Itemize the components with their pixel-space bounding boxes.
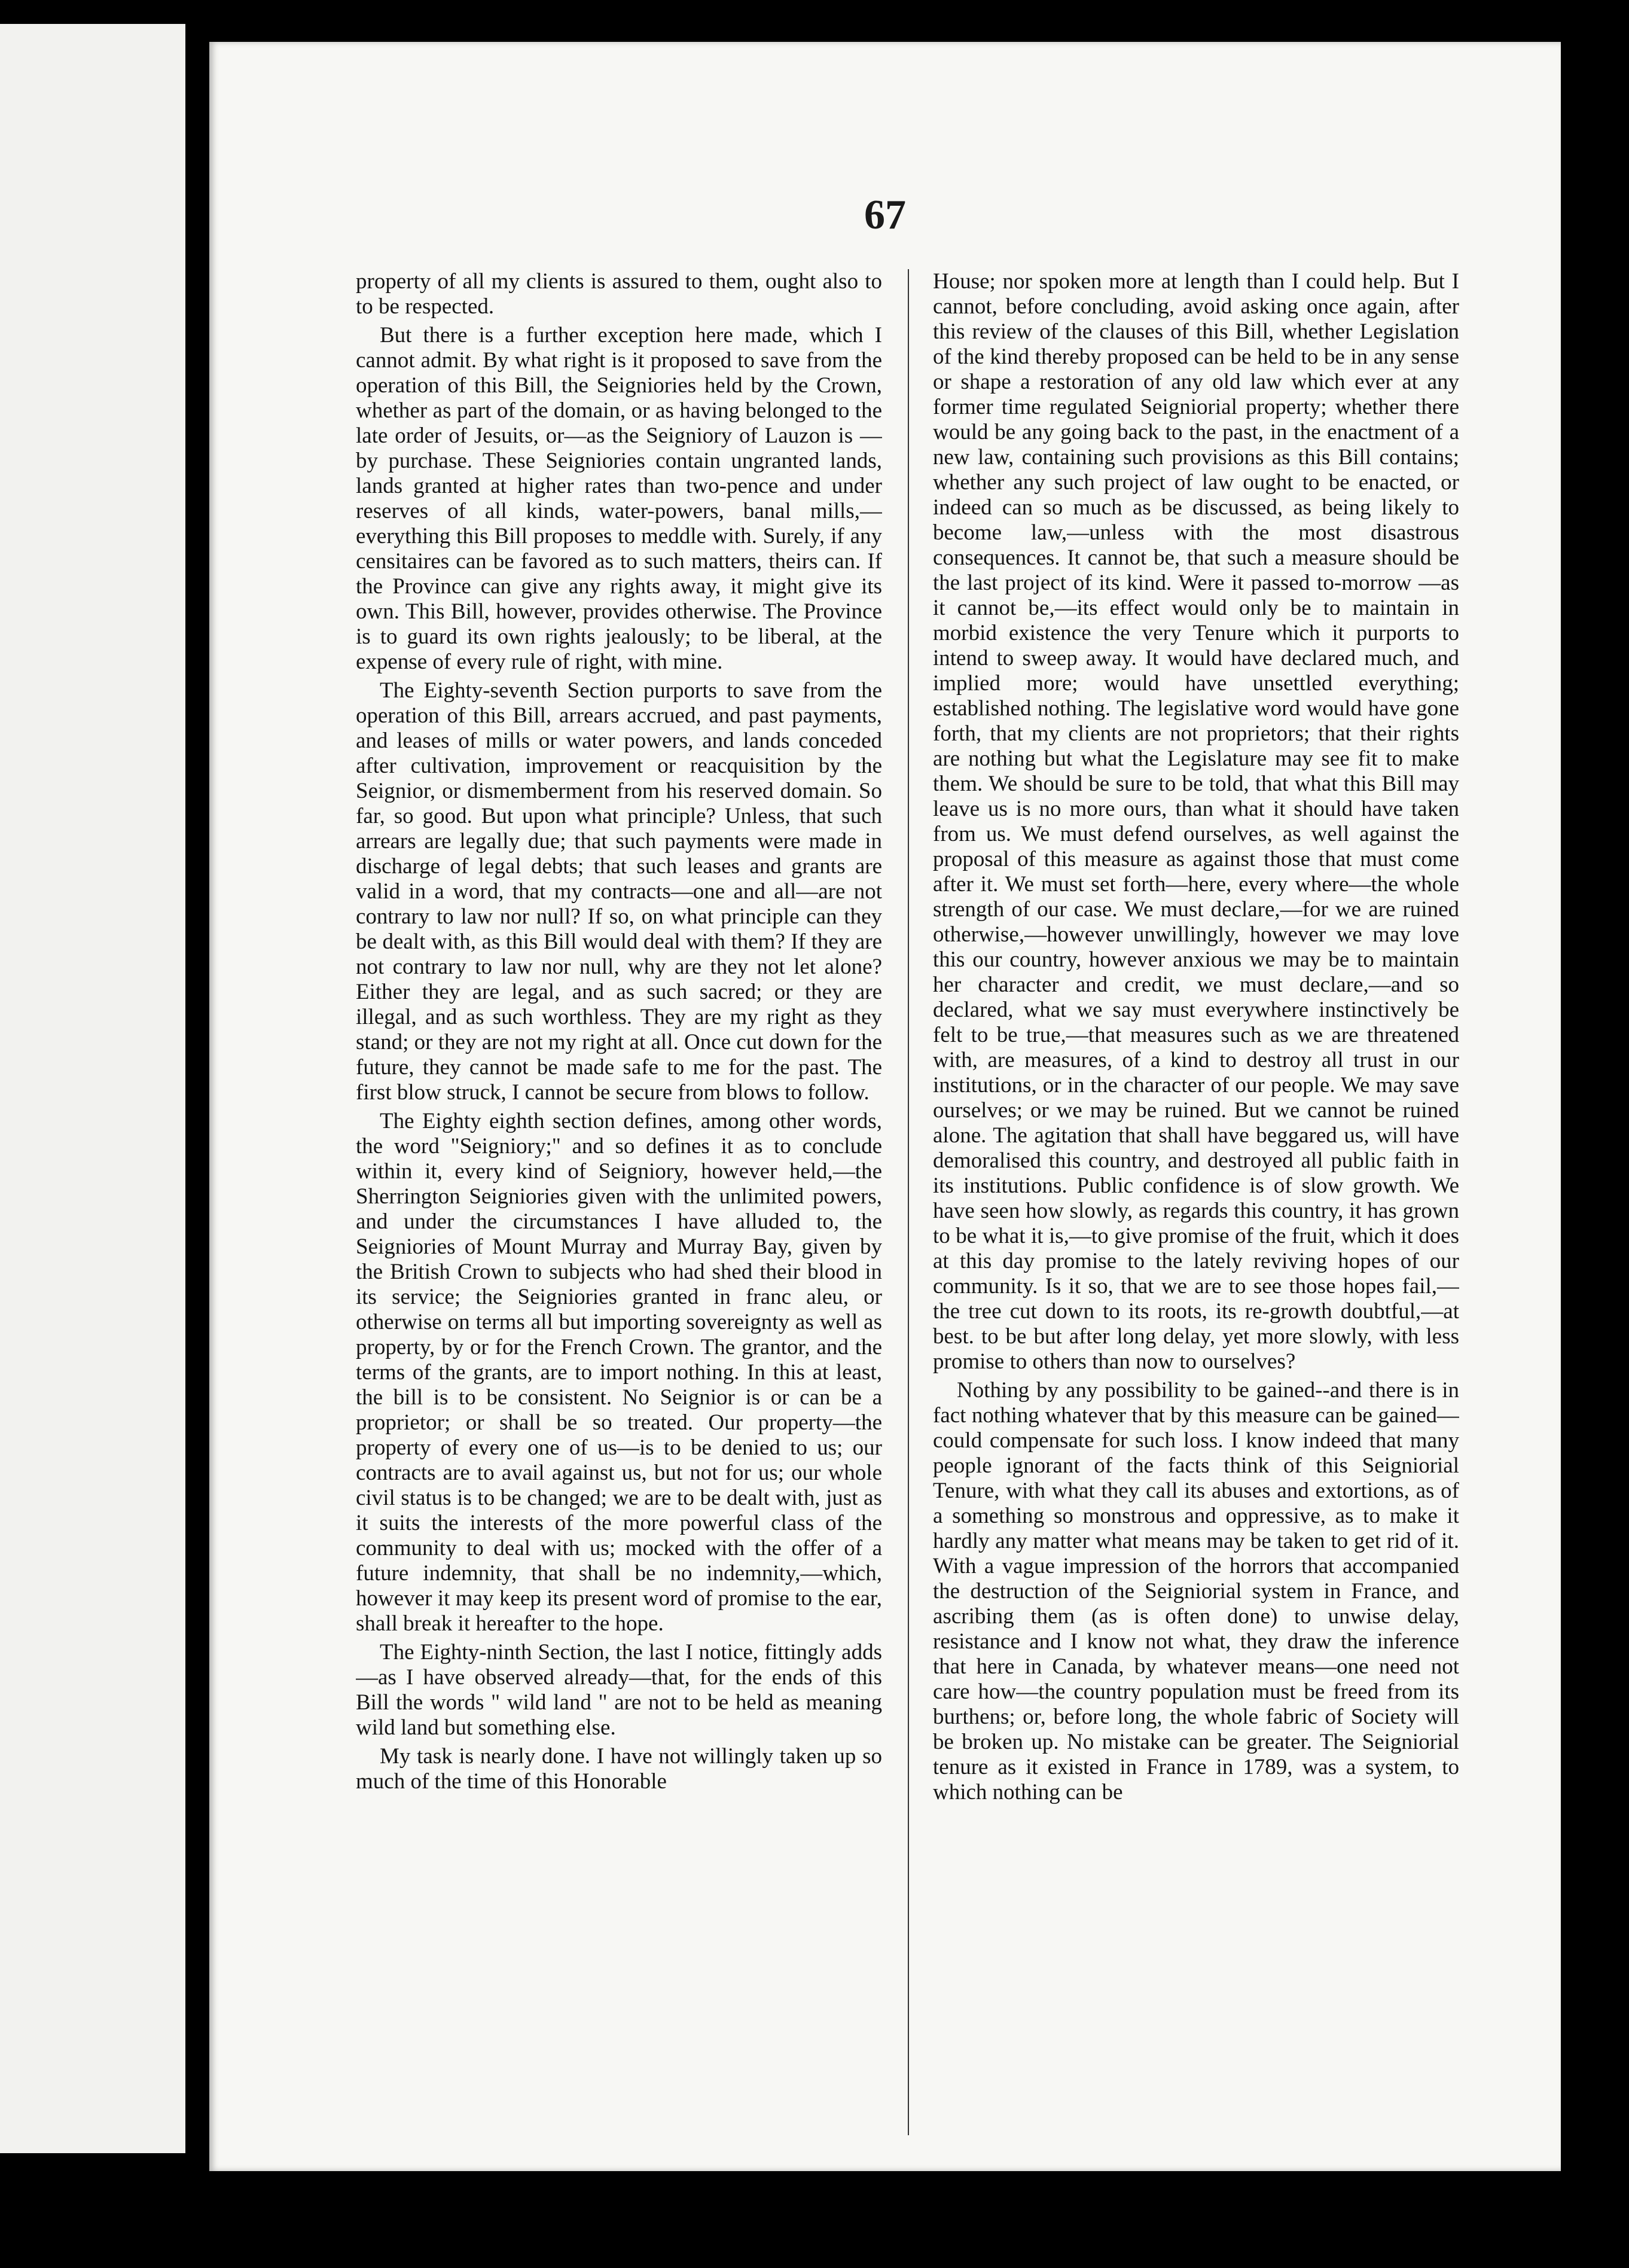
page-number: 67	[864, 192, 906, 238]
paragraph: Nothing by any possibility to be gained--and there is in fact nothing whatever that by this measure can be gained—could compensate for such loss. I know indeed that many people ignorant of the facts think of this Seigniorial Tenure, with what they call its abuses and extortions, as of a something so monstrous and oppressive, as to make it hardly any matter what means may be taken to get rid of it. With a vague impression of the horrors that accompanied the destruction of the Seigniorial system in France, and ascribing them (as is often done) to unwise delay, resistance and I know not what, they draw the inference that here in Canada, by whatever means—one need not care how—the country population must be freed from its burthens; or, before long, the whole fabric of Society will be broken up. No mistake can be greater. The Seigniorial tenure as it existed in France in 1789, was a system, to which nothing can be	[933, 1378, 1459, 1804]
column-divider	[908, 269, 909, 2135]
paragraph: The Eighty-seventh Section purports to save from the operation of this Bill, arrears accrued, and past payments, and leases of mills or water powers, and lands conceded after cultivation, improvement or reacquisition by the Seignior, or dismemberment from his reserved domain. So far, so good. But upon what principle? Unless, that such arrears are legally due; that such payments were made in discharge of legal debts; that such leases and grants are valid in a word, that my contracts—one and all—are not contrary to law nor null? If so, on what principle can they be dealt with, as this Bill would deal with them? If they are not contrary to law nor null, why are they not let alone? Either they are legal, and as such sacred; or they are illegal, and as such worthless. They are my right as they stand; or they are not my right at all. Once cut down for the future, they cannot be made safe to me for the past. The first blow struck, I cannot be secure from blows to follow.	[356, 678, 882, 1105]
right-column	[933, 269, 1459, 2123]
left-column	[356, 269, 882, 2123]
adjacent-page-edge	[0, 24, 185, 2153]
paragraph: property of all my clients is assured to them, ought also to to be respected.	[356, 269, 882, 319]
paragraph: The Eighty eighth section defines, among other words, the word "Seigniory;" and so defines it as to conclude within it, every kind of Seigniory, however held,—the Sherrington Seigniories given with the unlimited powers, and under the circumstances I have alluded to, the Seigniories of Mount Murray and Murray Bay, given by the British Crown to subjects who had shed their blood in its service; the Seigniories granted in franc aleu, or otherwise on terms all but importing sovereignty as well as property, by or for the French Crown. The grantor, and the terms of the grants, are to import nothing. In this at least, the bill is to be consistent. No Seignior is or can be a proprietor; or shall be so treated. Our property—the property of every one of us—is to be denied to us; our contracts are to avail against us, but not for us; our whole civil status is to be changed; we are to be dealt with, just as it suits the interests of the more powerful class of the community to deal with us; mocked with the offer of a future indemnity, that shall be no indemnity,—which, however it may keep its present word of promise to the ear, shall break it hereafter to the hope.	[356, 1109, 882, 1636]
paragraph: My task is nearly done. I have not willingly taken up so much of the time of this Honorable	[356, 1744, 882, 1794]
paragraph: But there is a further exception here made, which I cannot admit. By what right is it proposed to save from the operation of this Bill, the Seigniories held by the Crown, whether as part of the domain, or as having belonged to the late order of Jesuits, or—as the Seigniory of Lauzon is —by purchase. These Seigniories contain ungranted lands, lands granted at higher rates than two-pence and under reserves of all kinds, water-powers, banal mills,—everything this Bill proposes to meddle with. Surely, if any censitaires can be favored as to such matters, theirs can. If the Province can give any rights away, it might give its own. This Bill, however, provides otherwise. The Province is to guard its own rights jealously; to be liberal, at the expense of every rule of right, with mine.	[356, 323, 882, 674]
paragraph: The Eighty-ninth Section, the last I notice, fittingly adds—as I have observed already—that, for the ends of this Bill the words " wild land " are not to be held as meaning wild land but something else.	[356, 1640, 882, 1740]
paragraph: House; nor spoken more at length than I could help. But I cannot, before concluding, avoid asking once again, after this review of the clauses of this Bill, whether Legislation of the kind thereby proposed can be held to be in any sense or shape a restoration of any old law which ever at any former time regulated Seigniorial property; whether there would be any going back to the past, in the enactment of a new law, containing such provisions as this Bill contains; whether any such project of law ought to be enacted, or indeed can so much as be discussed, as being likely to become law,—unless with the most disastrous consequences. It cannot be, that such a measure should be the last project of its kind. Were it passed to-morrow —as it cannot be,—its effect would only be to maintain in morbid existence the very Tenure which it purports to intend to sweep away. It would have declared much, and implied more; would have unsettled everything; established nothing. The legislative word would have gone forth, that my clients are not proprietors; that their rights are nothing but what the Legislature may see fit to make them. We should be sure to be told, that what this Bill may leave us is no more ours, than what it should have taken from us. We must defend ourselves, as well against the proposal of this measure as against those that must come after it. We must set forth—here, every where—the whole strength of our case. We must declare,—for we are ruined otherwise,—however unwillingly, however we may love this our country, however anxious we may be to maintain her character and credit, we must declare,—and so declared, what we say must everywhere instinctively be felt to be true,—that measures such as we are threatened with, are measures, of a kind to destroy all trust in our institutions, or in the character of our people. We may save ourselves; or we may be ruined. But we cannot be ruined alone. The agitation that shall have beggared us, will have demoralised this country, and destroyed all public faith in its institutions. Public confidence is of slow growth. We have seen how slowly, as regards this country, it has grown to be what it is,—to give promise of the fruit, which it does at this day promise to the lately reviving hopes of our community. Is it so, that we are to see those hopes fail,—the tree cut down to its roots, its re-growth doubtful,—at best. to be but after long delay, yet more slowly, with less promise to others than now to ourselves?	[933, 269, 1459, 1374]
document-page	[209, 42, 1561, 2171]
